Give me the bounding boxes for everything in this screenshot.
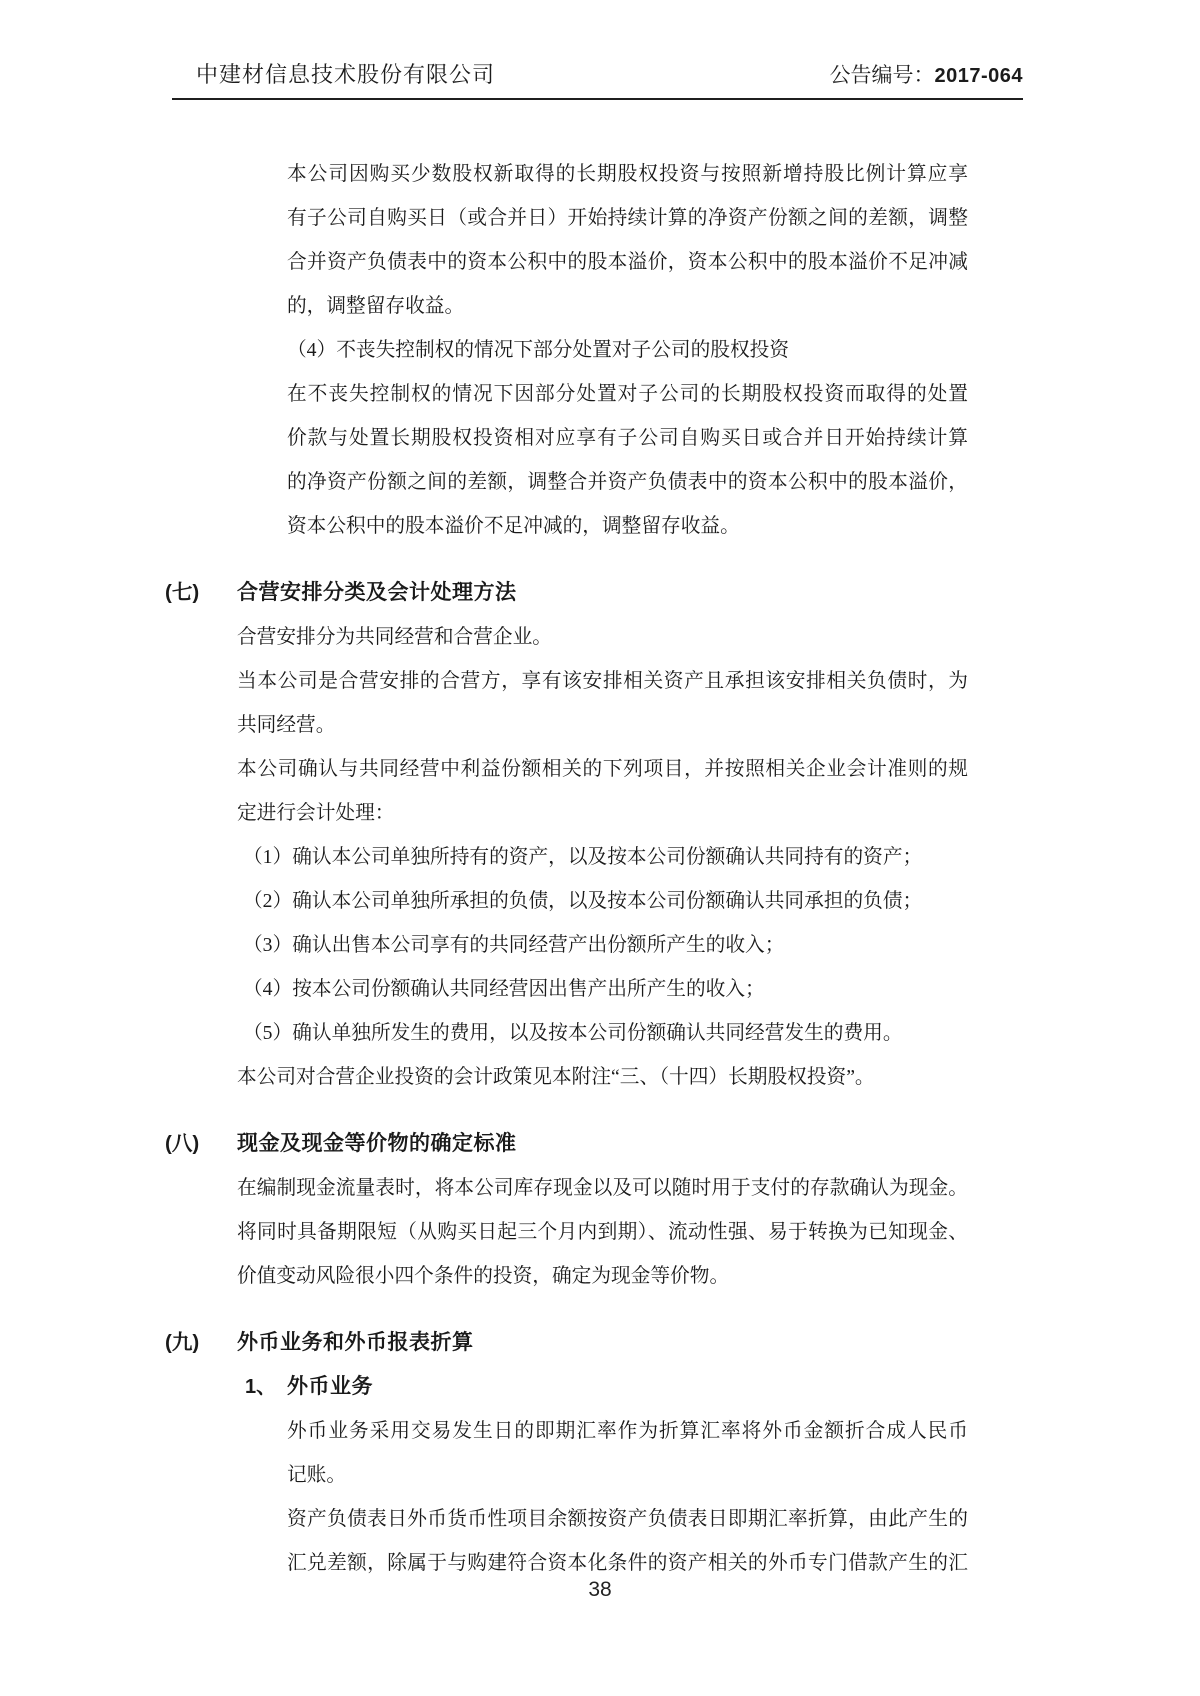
text-line: 有子公司自购买日（或合并日）开始持续计算的净资产份额之间的差额，调整 [287, 207, 968, 229]
text-line: 的，调整留存收益。 [287, 295, 465, 317]
section-8-heading [165, 1122, 1200, 1166]
notice-label: 公告编号： [829, 63, 935, 87]
page-number: 38 [588, 1578, 612, 1601]
section-7-heading [165, 571, 1200, 615]
text-line: （3）确认出售本公司享有的共同经营产出份额所产生的收入； [243, 934, 785, 956]
text-line: 本公司确认与共同经营中利益份额相关的下列项目，并按照相关企业会计准则的规 [237, 758, 968, 780]
text-line: 在编制现金流量表时，将本公司库存现金以及可以随时用于支付的存款确认为现金。 [237, 1177, 968, 1199]
notice-number: 2017-064 [934, 65, 1023, 87]
section-9-heading [165, 1321, 1200, 1365]
section-8-number: (八) [165, 1132, 200, 1155]
text-line: 将同时具备期限短（从购买日起三个月内到期）、流动性强、易于转换为已知现金、 [237, 1221, 968, 1243]
text-line: 定进行会计处理： [237, 802, 395, 824]
document-body [0, 152, 1200, 1585]
intro-item4-heading [287, 328, 968, 372]
text-line: 当本公司是合营安排的合营方，享有该安排相关资产且承担该安排相关负债时，为 [237, 670, 968, 692]
text-line: 在不丧失控制权的情况下因部分处置对子公司的长期股权投资而取得的处置 [287, 383, 968, 405]
text-line: 共同经营。 [237, 714, 336, 736]
text-line: （5）确认单独所发生的费用，以及按本公司份额确认共同经营发生的费用。 [243, 1022, 903, 1044]
section-7 [0, 571, 1200, 1099]
text-line: 的净资产份额之间的差额，调整合并资产负债表中的资本公积中的股本溢价， [287, 471, 968, 493]
text-line: 本公司对合营企业投资的会计政策见本附注“三、（十四）长期股权投资”。 [237, 1066, 875, 1088]
section-7-title: 合营安排分类及会计处理方法 [237, 581, 517, 604]
text-line: （4）按本公司份额确认共同经营因出售产出所产生的收入； [243, 978, 765, 1000]
section-9-number: (九) [165, 1331, 200, 1354]
text-line: 汇兑差额，除属于与购建符合资本化条件的资产相关的外币专门借款产生的汇 [287, 1552, 968, 1574]
text-line: 本公司因购买少数股权新取得的长期股权投资与按照新增持股比例计算应享 [287, 163, 968, 185]
subsection-1-title: 外币业务 [287, 1375, 373, 1398]
section-7-body [237, 615, 968, 1099]
section-8-title: 现金及现金等价物的确定标准 [237, 1132, 517, 1155]
text-line: 合营安排分为共同经营和合营企业。 [237, 626, 552, 648]
subsection-1-body [287, 1409, 968, 1585]
text-line: 外币业务采用交易发生日的即期汇率作为折算汇率将外币金额折合成人民币 [287, 1420, 968, 1442]
text-line: 价款与处置长期股权投资相对应享有子公司自购买日或合并日开始持续计算 [287, 427, 968, 449]
text-line: 资产负债表日外币货币性项目余额按资产负债表日即期汇率折算，由此产生的 [287, 1508, 968, 1530]
subsection-1-number: 1、 [245, 1376, 277, 1398]
text-line: （2）确认本公司单独所承担的负债，以及按本公司份额确认共同承担的负债； [243, 890, 923, 912]
text-line: 合并资产负债表中的资本公积中的股本溢价，资本公积中的股本溢价不足冲减 [287, 251, 968, 273]
section-8 [0, 1122, 1200, 1298]
page-footer [0, 1578, 1200, 1602]
subsection-1-heading [245, 1365, 1200, 1409]
section-9-title: 外币业务和外币报表折算 [237, 1331, 474, 1354]
notice-number-group [829, 59, 1023, 89]
intro-paragraph-1 [287, 152, 968, 328]
company-name: 中建材信息技术股份有限公司 [196, 62, 496, 87]
section-8-body [237, 1166, 968, 1298]
text-line: （1）确认本公司单独所持有的资产，以及按本公司份额确认共同持有的资产； [243, 846, 923, 868]
section-9 [0, 1321, 1200, 1585]
text-line: 记账。 [287, 1464, 347, 1486]
section-7-number: (七) [165, 581, 200, 604]
text-line: 价值变动风险很小四个条件的投资，确定为现金等价物。 [237, 1265, 730, 1287]
page-header [172, 58, 1023, 100]
text-line: 资本公积中的股本溢价不足冲减的，调整留存收益。 [287, 515, 740, 537]
text-line: （4）不丧失控制权的情况下部分处置对子公司的股权投资 [287, 339, 790, 361]
intro-paragraph-2 [287, 372, 968, 548]
